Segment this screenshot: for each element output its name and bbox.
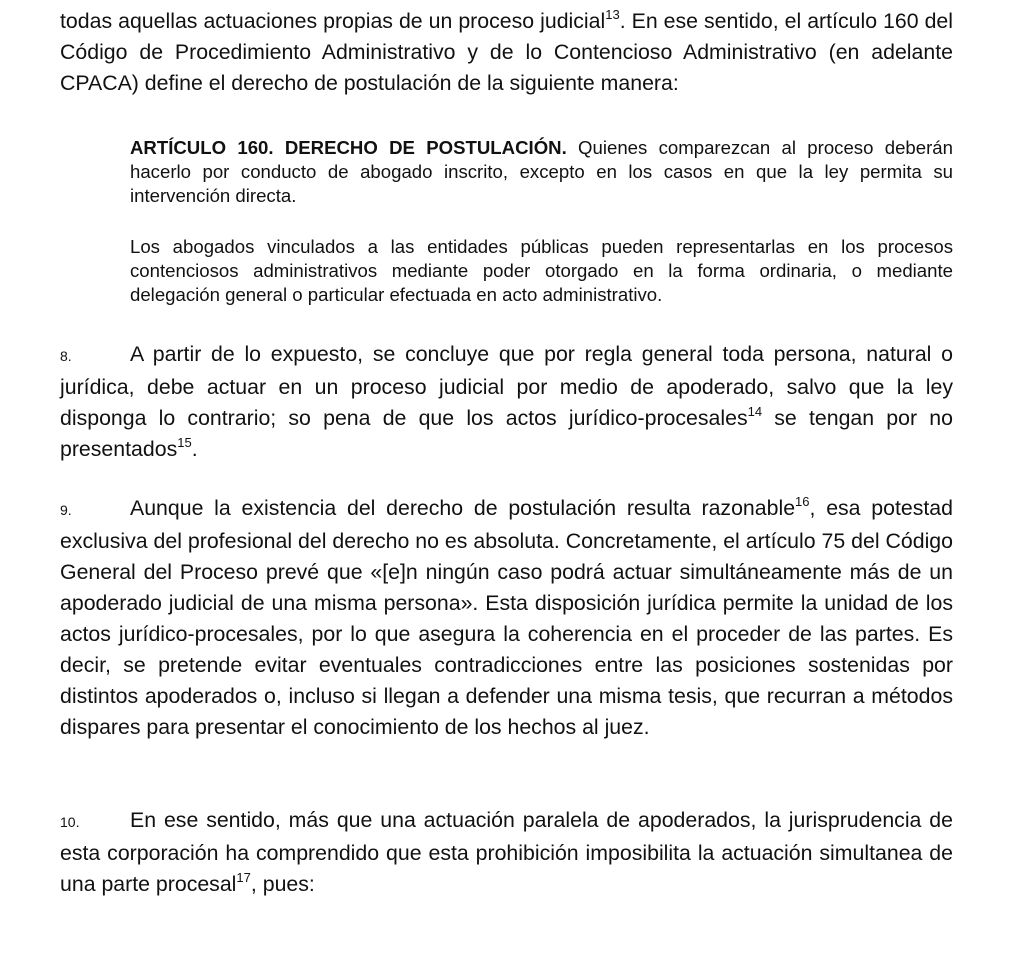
footnote-ref-13[interactable]: 13 xyxy=(605,7,620,22)
paragraph-10 xyxy=(60,805,953,900)
intro-text-b: . En ese sentido, el artículo 160 del Código de Procedimiento Administrativo y de lo Contencioso Administrativo (en adelante CPACA) define el derecho de postulación de la siguiente manera: xyxy=(60,9,953,95)
quote-text-2: Los abogados vinculados a las entidades públicas pueden representarlas en los procesos contenciosos administrativos mediante poder otorgado en la forma ordinaria, o mediante delegación general o particular efectuada en acto administrativo. xyxy=(130,236,953,305)
paragraph-10-text-b: , pues: xyxy=(250,872,315,896)
paragraph-9 xyxy=(60,493,953,743)
paragraph-8-text-c: . xyxy=(191,437,198,461)
paragraph-9-text-a: Aunque la existencia del derecho de postulación resulta razonable xyxy=(130,496,796,520)
quote-paragraph-2 xyxy=(130,235,953,307)
intro-paragraph xyxy=(60,6,953,99)
footnote-ref-17[interactable]: 17 xyxy=(236,870,251,885)
quote-heading: ARTÍCULO 160. DERECHO DE POSTULACIÓN. xyxy=(130,137,567,158)
paragraph-number: 9. xyxy=(60,502,72,518)
paragraph-9-text-b: , esa potestad exclusiva del profesional del derecho no es absoluta. Concretamente, el artículo 75 del Código General del Proceso prevé que «[e]n ningún caso podrá actuar simultáneamente más de un apoderado judicial de una misma persona». Esta disposición jurídica permite la unidad de los actos jurídico-procesales, por lo que asegura la coherencia en el proceder de las partes. Es decir, se pretende evitar eventuales contradicciones entre las posiciones sostenidas por distintos apoderados o, incluso si llegan a defender una misma tesis, que recurran a métodos dispares para presentar el conocimiento de los hechos al juez. xyxy=(60,496,953,739)
quote-text-1: Quienes comparezcan al proceso deberán hacerlo por conducto de abogado inscrito, excepto en los casos en que la ley permita su intervención directa. xyxy=(130,137,953,206)
footnote-ref-14[interactable]: 14 xyxy=(747,404,763,419)
paragraph-8-text-b: se tengan por no presentados xyxy=(60,406,953,461)
intro-text-a: todas aquellas actuaciones propias de un proceso judicial xyxy=(60,9,606,33)
paragraph-10-text-a: En ese sentido, más que una actuación paralela de apoderados, la jurisprudencia de esta corporación ha comprendido que esta prohibición imposibilita la actuación simultanea de una parte procesal xyxy=(60,808,953,896)
quote-paragraph-1 xyxy=(130,136,953,208)
paragraph-8 xyxy=(60,339,953,465)
paragraph-number: 8. xyxy=(60,348,72,364)
footnote-ref-16[interactable]: 16 xyxy=(795,494,810,509)
footnote-ref-15[interactable]: 15 xyxy=(177,435,192,450)
paragraph-number: 10. xyxy=(60,814,80,830)
paragraph-8-text-a: A partir de lo expuesto, se concluye que por regla general toda persona, natural o jurídica, debe actuar en un proceso judicial por medio de apoderado, salvo que la ley disponga lo contrario; so pena de que los actos jurídico-procesales xyxy=(60,342,953,430)
